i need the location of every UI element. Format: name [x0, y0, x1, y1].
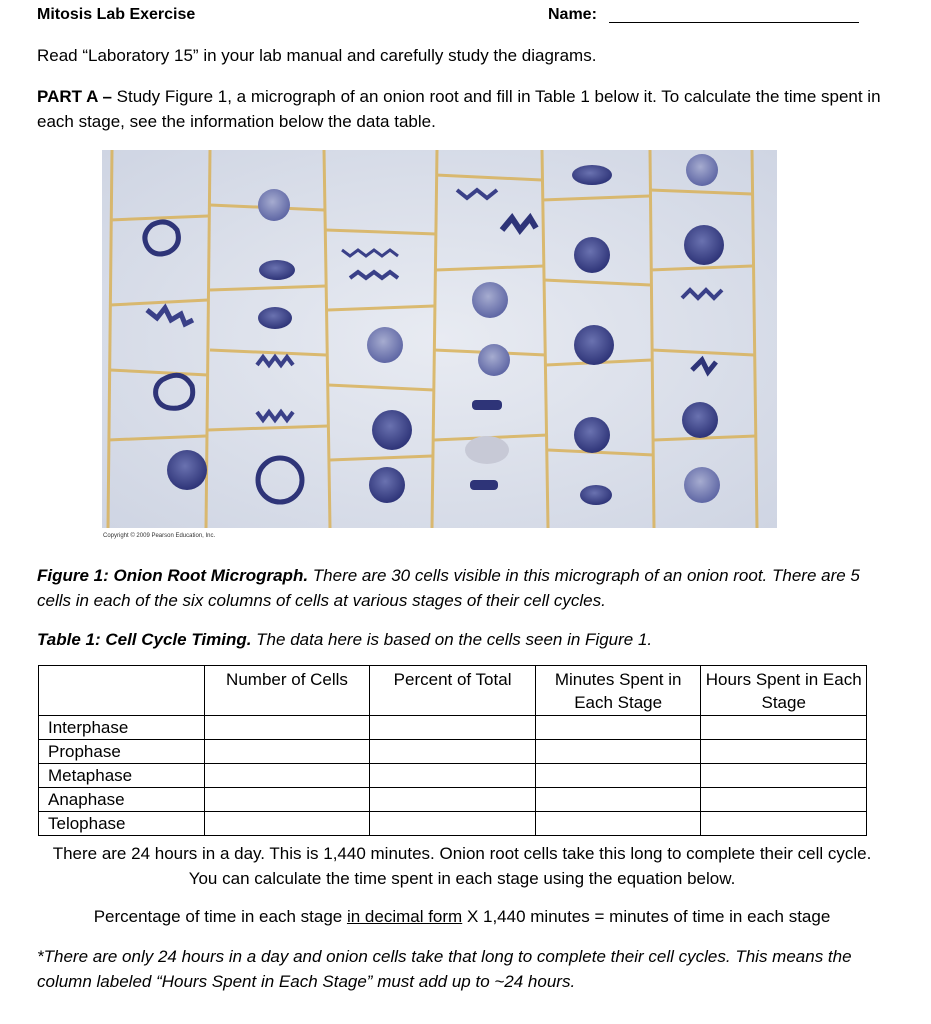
table-header-row: [39, 666, 867, 716]
figure-caption-title: Figure 1: Onion Root Micrograph.: [37, 566, 309, 585]
equation-underlined: in decimal form: [346, 907, 463, 926]
figure-caption-text: There are 30 cells visible in this micrograph of an onion root. There are 5 cells in each of the six columns of cells at various stages of their cell cycles.: [37, 566, 860, 610]
cell-input[interactable]: [370, 788, 536, 812]
cell-input[interactable]: [535, 716, 701, 740]
time-info-paragraph: There are 24 hours in a day. This is 1,440 minutes. Onion root cells take this long to complete their cell cycle. You can calculate the time spent in each stage using the equation below.: [52, 844, 872, 888]
table-row: [39, 812, 867, 836]
table-row: [39, 788, 867, 812]
cell-input[interactable]: [370, 764, 536, 788]
cell-input[interactable]: [701, 740, 867, 764]
cell-input[interactable]: [204, 764, 370, 788]
cell-input[interactable]: [370, 716, 536, 740]
header-number-of-cells: Number of Cells: [204, 666, 370, 716]
row-label-anaphase: Anaphase: [39, 788, 205, 812]
header-blank: [39, 666, 205, 716]
header-percent-of-total: Percent of Total: [370, 666, 536, 716]
name-label: Name:: [548, 6, 597, 23]
copyright-notice: Copyright © 2009 Pearson Education, Inc.: [103, 533, 216, 539]
part-a-text: Study Figure 1, a micrograph of an onion root and fill in Table 1 below it. To calculate the time spent in each stage, see the information below the data table.: [37, 87, 881, 131]
table-caption: [37, 627, 652, 652]
part-a-instruction: [37, 84, 887, 134]
cell-input[interactable]: [701, 716, 867, 740]
onion-root-micrograph: [102, 150, 777, 528]
worksheet-title: Mitosis Lab Exercise: [37, 6, 196, 23]
cell-input[interactable]: [535, 812, 701, 836]
equation-suffix: X 1,440 minutes = minutes of time in each stage: [462, 907, 831, 926]
table-caption-text: The data here is based on the cells seen in Figure 1.: [251, 630, 653, 649]
equation-prefix: Percentage of time in each stage: [93, 907, 347, 926]
table-row: [39, 764, 867, 788]
row-label-telophase: Telophase: [39, 812, 205, 836]
cell-input[interactable]: [204, 740, 370, 764]
cell-input[interactable]: [535, 740, 701, 764]
cell-input[interactable]: [701, 788, 867, 812]
cell-input[interactable]: [204, 716, 370, 740]
cell-input[interactable]: [370, 812, 536, 836]
cell-input[interactable]: [535, 764, 701, 788]
cell-input[interactable]: [701, 764, 867, 788]
figure-caption: [37, 563, 887, 613]
header-hours-spent: Hours Spent in Each Stage: [701, 666, 867, 716]
table-caption-title: Table 1: Cell Cycle Timing.: [37, 630, 252, 649]
row-label-prophase: Prophase: [39, 740, 205, 764]
name-blank-line[interactable]: [609, 22, 859, 23]
equation-line: [37, 904, 887, 929]
cell-input[interactable]: [204, 812, 370, 836]
hours-note: *There are only 24 hours in a day and onion cells take that long to complete their cell cycles. This means the column labeled “Hours Spent in Each Stage” must add up to ~24 hours.: [37, 947, 852, 991]
cell-input[interactable]: [204, 788, 370, 812]
intro-instruction: Read “Laboratory 15” in your lab manual and carefully study the diagrams.: [37, 46, 597, 65]
row-label-metaphase: Metaphase: [39, 764, 205, 788]
cell-input[interactable]: [370, 740, 536, 764]
part-a-label: PART A –: [37, 87, 112, 106]
table-row: [39, 716, 867, 740]
header-minutes-spent: Minutes Spent in Each Stage: [535, 666, 701, 716]
table-row: [39, 740, 867, 764]
cell-input[interactable]: [701, 812, 867, 836]
row-label-interphase: Interphase: [39, 716, 205, 740]
cell-input[interactable]: [535, 788, 701, 812]
cell-cycle-table: [38, 665, 867, 836]
